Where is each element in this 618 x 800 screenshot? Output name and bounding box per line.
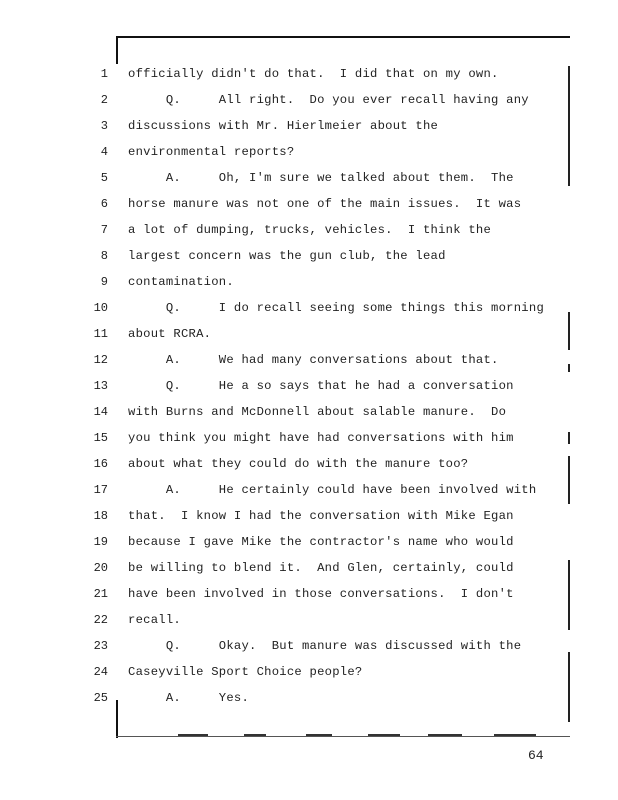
line-number: 6 (100, 197, 108, 211)
line-text: A. We had many conversations about that. (128, 353, 499, 367)
line-text: largest concern was the gun club, the lead (128, 249, 446, 263)
line-number: 13 (93, 379, 108, 393)
line-text: a lot of dumping, trucks, vehicles. I think the (128, 223, 492, 237)
page-frame-top-border (118, 36, 570, 41)
line-number: 24 (93, 665, 108, 679)
line-number: 10 (93, 301, 108, 315)
line-number: 1 (100, 67, 108, 81)
line-text: A. He certainly could have been involved with (128, 483, 537, 497)
line-number: 16 (93, 457, 108, 471)
footer-rule-segment (244, 734, 266, 736)
line-number: 21 (93, 587, 108, 601)
footer-rule-segment (178, 734, 208, 736)
line-number: 2 (100, 93, 108, 107)
right-margin-bar (568, 364, 570, 372)
line-text: recall. (128, 613, 181, 627)
line-number: 23 (93, 639, 108, 653)
line-number: 8 (100, 249, 108, 263)
line-number: 17 (93, 483, 108, 497)
line-text: Q. I do recall seeing some things this morning (128, 301, 545, 315)
line-text: with Burns and McDonnell about salable manure. Do (128, 405, 507, 419)
line-text: discussions with Mr. Hierlmeier about the (128, 119, 439, 133)
line-text: have been involved in those conversations. I don't (128, 587, 514, 601)
line-text: because I gave Mike the contractor's name who would (128, 535, 514, 549)
right-margin-bar (568, 652, 570, 722)
line-text: Q. Okay. But manure was discussed with the (128, 639, 522, 653)
line-number: 4 (100, 145, 108, 159)
line-text: A. Oh, I'm sure we talked about them. The (128, 171, 514, 185)
page-frame-left-border-bottom (116, 700, 118, 738)
line-number: 22 (93, 613, 108, 627)
line-number: 18 (93, 509, 108, 523)
line-number: 5 (100, 171, 108, 185)
footer-rule-segment (306, 734, 332, 736)
line-number: 7 (100, 223, 108, 237)
line-text: about RCRA. (128, 327, 212, 341)
line-number: 9 (100, 275, 108, 289)
page-frame-left-border-top (116, 36, 118, 64)
line-number: 25 (93, 691, 108, 705)
footer-rule-segment (368, 734, 400, 736)
right-margin-bar (568, 66, 570, 186)
line-text: you think you might have had conversations with him (128, 431, 514, 445)
footer-rule-segment (494, 734, 536, 736)
line-text: Q. He a so says that he had a conversation (128, 379, 514, 393)
right-margin-bar (568, 432, 570, 444)
line-text: be willing to blend it. And Glen, certainly, could (128, 561, 514, 575)
line-text: that. I know I had the conversation with Mike Egan (128, 509, 514, 523)
page-frame-bottom-border (116, 736, 570, 737)
line-text: A. Yes. (128, 691, 250, 705)
line-number: 14 (93, 405, 108, 419)
line-number: 11 (93, 327, 108, 341)
line-number: 19 (93, 535, 108, 549)
footer-rule-segment (428, 734, 462, 736)
line-number: 15 (93, 431, 108, 445)
line-text: about what they could do with the manure too? (128, 457, 469, 471)
line-text: Q. All right. Do you ever recall having any (128, 93, 529, 107)
line-text: Caseyville Sport Choice people? (128, 665, 363, 679)
page-number: 64 (528, 748, 544, 763)
line-text: officially didn't do that. I did that on my own. (128, 67, 499, 81)
line-number: 3 (100, 119, 108, 133)
line-text: contamination. (128, 275, 234, 289)
line-text: horse manure was not one of the main issues. It was (128, 197, 522, 211)
right-margin-bar (568, 312, 570, 350)
right-margin-bar (568, 456, 570, 504)
line-number: 20 (93, 561, 108, 575)
right-margin-bar (568, 560, 570, 630)
line-text: environmental reports? (128, 145, 295, 159)
line-number: 12 (93, 353, 108, 367)
